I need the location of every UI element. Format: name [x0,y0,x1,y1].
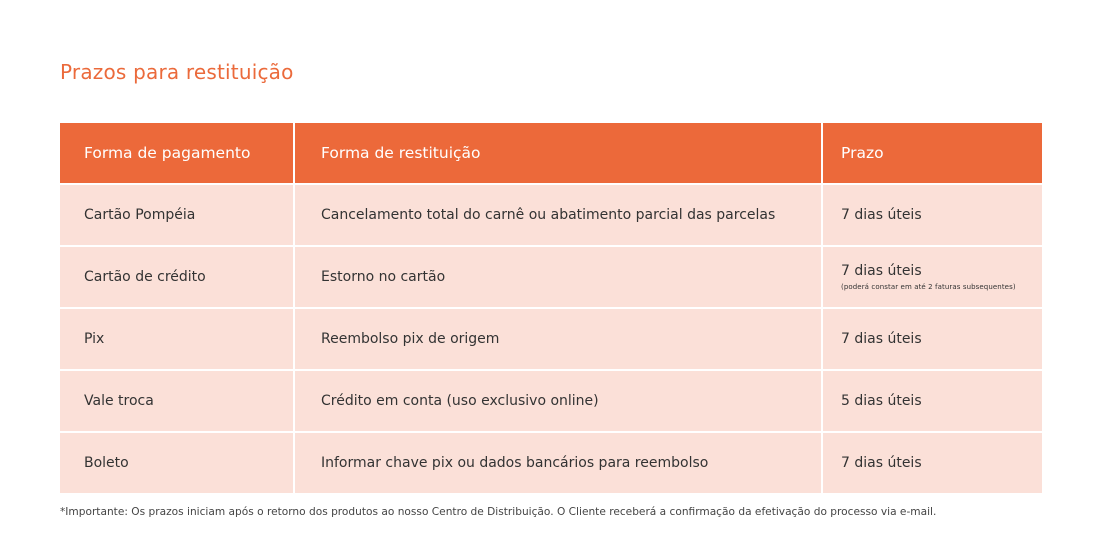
table-row-refund: Reembolso pix de origem [295,309,821,369]
refund-deadlines-table [60,123,1040,493]
table-row-deadline: 7 dias úteis [841,263,922,279]
table-row-deadline: 7 dias úteis [823,309,1042,369]
table-row-payment: Vale troca [60,371,293,431]
table-row-refund: Cancelamento total do carnê ou abatimento parcial das parcelas [295,185,821,245]
deadline-note: (poderá constar em até 2 faturas subsequentes) [841,283,1016,291]
table-row-payment: Pix [60,309,293,369]
table-row-payment: Cartão de crédito [60,247,293,307]
table-row-payment: Boleto [60,433,293,493]
table-row-deadline-cell [823,247,1042,307]
header-payment-method: Forma de pagamento [60,123,293,183]
table-row-deadline: 7 dias úteis [823,433,1042,493]
table-row-refund: Estorno no cartão [295,247,821,307]
header-deadline: Prazo [823,123,1042,183]
page-title: Prazos para restituição [60,60,294,84]
footnote: *Importante: Os prazos iniciam após o retorno dos produtos ao nosso Centro de Distribuição. O Cliente receberá a confirmação da efetivação do processo via e-mail. [60,506,937,518]
table-row-deadline: 7 dias úteis [823,185,1042,245]
table-row-deadline: 5 dias úteis [823,371,1042,431]
table-row-refund: Informar chave pix ou dados bancários para reembolso [295,433,821,493]
table-row-payment: Cartão Pompéia [60,185,293,245]
header-refund-method: Forma de restituição [295,123,821,183]
table-row-refund: Crédito em conta (uso exclusivo online) [295,371,821,431]
